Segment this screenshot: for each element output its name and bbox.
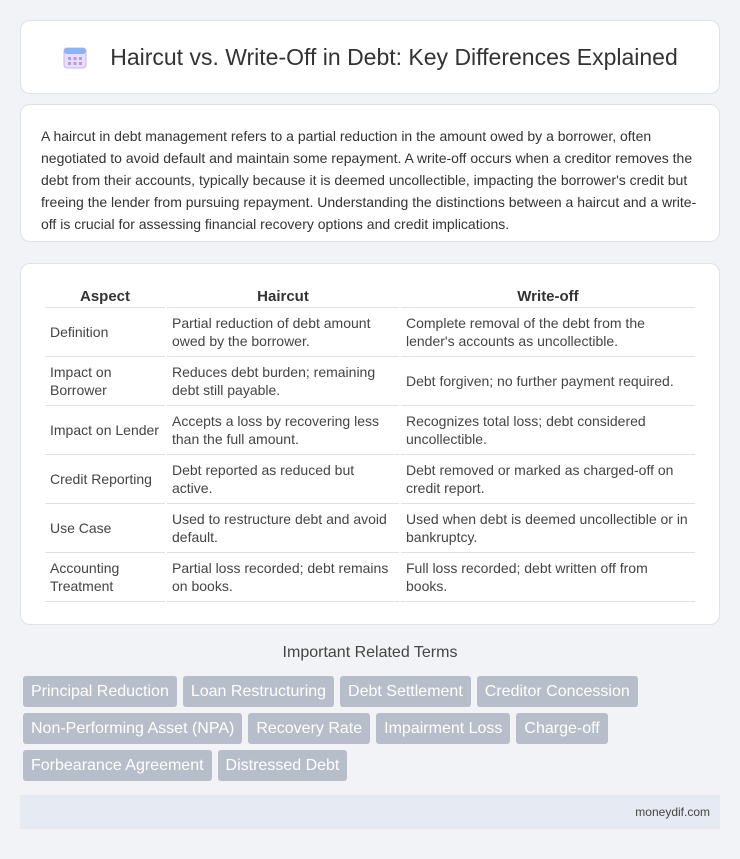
title-card (20, 20, 720, 94)
tag-loan-restructuring[interactable]: Loan Restructuring (183, 676, 334, 707)
row-haircut: Debt reported as reduced but active. (167, 455, 399, 504)
tag-recovery-rate[interactable]: Recovery Rate (248, 713, 370, 744)
tag-impairment-loss[interactable]: Impairment Loss (376, 713, 510, 744)
row-haircut: Partial loss recorded; debt remains on books. (167, 553, 399, 602)
tag-charge-off[interactable]: Charge-off (516, 713, 607, 744)
row-write-off: Complete removal of the debt from the lender's accounts as uncollectible. (401, 308, 695, 357)
header-haircut: Haircut (167, 284, 399, 308)
table-row (45, 553, 695, 602)
row-haircut: Used to restructure debt and avoid default. (167, 504, 399, 553)
header-aspect: Aspect (45, 284, 165, 308)
row-aspect: Accounting Treatment (45, 553, 165, 602)
table-row (45, 406, 695, 455)
comparison-card (20, 263, 720, 625)
row-haircut: Reduces debt burden; remaining debt still payable. (167, 357, 399, 406)
row-write-off: Recognizes total loss; debt considered uncollectible. (401, 406, 695, 455)
table-row (45, 504, 695, 553)
tag-principal-reduction[interactable]: Principal Reduction (23, 676, 177, 707)
tag-distressed-debt[interactable]: Distressed Debt (218, 750, 348, 781)
tag-creditor-concession[interactable]: Creditor Concession (477, 676, 638, 707)
row-write-off: Debt forgiven; no further payment required. (401, 357, 695, 406)
row-write-off: Full loss recorded; debt written off from books. (401, 553, 695, 602)
row-aspect: Impact on Lender (45, 406, 165, 455)
comparison-table (43, 284, 697, 602)
related-terms-title: Important Related Terms (282, 644, 458, 661)
intro-text: A haircut in debt management refers to a partial reduction in the amount owed by a borrower, often negotiated to avoid default and maintain some repayment. A write-off occurs when a creditor removes the debt from their accounts, typically because it is deemed uncollectible, impacting the borrower's credit but freeing the lender from pursuing repayment. Understanding the distinctions between a haircut and a write-off is crucial for assessing financial recovery options and credit implications. (41, 128, 697, 232)
tag-non-performing-asset[interactable]: Non-Performing Asset (NPA) (23, 713, 242, 744)
table-row (45, 357, 695, 406)
table-header-row (45, 284, 695, 308)
row-aspect: Impact on Borrower (45, 357, 165, 406)
intro-card (20, 104, 720, 242)
row-write-off: Debt removed or marked as charged-off on credit report. (401, 455, 695, 504)
tag-forbearance-agreement[interactable]: Forbearance Agreement (23, 750, 212, 781)
row-haircut: Partial reduction of debt amount owed by the borrower. (167, 308, 399, 357)
table-row (45, 308, 695, 357)
row-aspect: Definition (45, 308, 165, 357)
tag-debt-settlement[interactable]: Debt Settlement (340, 676, 471, 707)
related-terms-list (20, 676, 720, 787)
row-haircut: Accepts a loss by recovering less than the full amount. (167, 406, 399, 455)
row-aspect: Credit Reporting (45, 455, 165, 504)
table-row (45, 455, 695, 504)
page-title: Haircut vs. Write-Off in Debt: Key Differences Explained (110, 43, 678, 70)
calendar-icon (62, 44, 88, 70)
row-write-off: Used when debt is deemed uncollectible or in bankruptcy. (401, 504, 695, 553)
header-write-off: Write-off (401, 284, 695, 308)
footer-site[interactable]: moneydif.com (635, 805, 710, 819)
row-aspect: Use Case (45, 504, 165, 553)
related-terms-section (20, 644, 720, 787)
footer (20, 795, 720, 829)
